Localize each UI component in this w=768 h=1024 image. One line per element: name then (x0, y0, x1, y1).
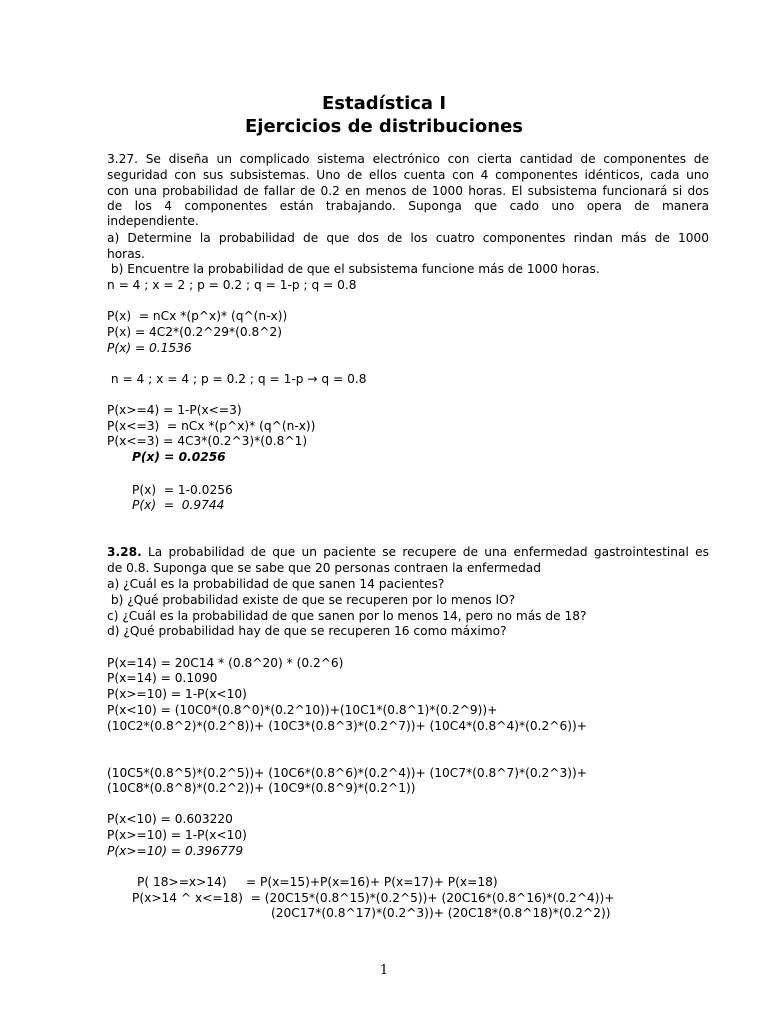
ex327-statement-line-2: seguridad con sus subsistemas. Uno de ellos cuenta con 4 componentes idénticos, cada uno (107, 168, 709, 182)
ex327-result-b: P(x) = 0.0256 (132, 450, 226, 464)
ex328-formula-10: P( 18>=x>14) = P(x=15)+P(x=16)+ P(x=17)+ P(x=18) (137, 875, 498, 889)
ex328-formula-8: P(x<10) = 0.603220 (107, 812, 233, 826)
ex328-statement-line-1 (107, 545, 709, 560)
ex327-formula-5: P(x<=3) = 4C3*(0.2^3)*(0.8^1) (107, 434, 308, 448)
ex328-formula-4: P(x<10) = (10C0*(0.8^0)*(0.2^10))+(10C1*(0.8^1)*(0.2^9))+ (107, 703, 498, 717)
ex327-formula-2: P(x) = 4C2*(0.2^29*(0.8^2) (107, 325, 282, 339)
ex327-question-a-line-1: a) Determine la probabilidad de que dos de los cuatro componentes rindan más de 1000 (107, 231, 709, 245)
ex328-number: 3.28. (107, 545, 142, 559)
ex327-params-a: n = 4 ; x = 2 ; p = 0.2 ; q = 1-p ; q = 0.8 (107, 278, 357, 292)
ex327-statement-line-3: con una probabilidad de fallar de 0.2 en menos de 1000 horas. El subsistema funcionará si dos (107, 184, 709, 198)
ex328-question-c: c) ¿Cuál es la probabilidad de que sanen por lo menos 14, pero no más de 18? (107, 609, 587, 623)
page-number: 1 (379, 963, 389, 978)
ex328-statement-line-2: de 0.8. Suponga que se sabe que 20 personas contraen la enfermedad (107, 561, 541, 575)
ex328-formula-11: P(x>14 ^ x<=18) = (20C15*(0.8^15)*(0.2^5))+ (20C16*(0.8^16)*(0.2^4))+ (132, 891, 615, 905)
ex327-question-b: b) Encuentre la probabilidad de que el subsistema funcione más de 1000 horas. (107, 262, 600, 276)
ex327-statement-line-4: de los 4 componentes están trabajando. Suponga que cado uno opera de manera (107, 199, 709, 213)
ex328-question-d: d) ¿Qué probabilidad hay de que se recuperen 16 como máximo? (107, 624, 507, 638)
ex327-formula-4: P(x<=3) = nCx *(p^x)* (q^(n-x)) (107, 419, 316, 433)
ex327-params-b: n = 4 ; x = 4 ; p = 0.2 ; q = 1-p → q = 0.8 (107, 372, 367, 386)
ex328-statement-text: La probabilidad de que un paciente se recupere de una enfermedad gastrointestinal es (141, 545, 709, 559)
document-title: Estadística I (321, 93, 447, 114)
document-subtitle: Ejercicios de distribuciones (245, 116, 523, 137)
ex327-result-a: P(x) = 0.1536 (107, 341, 192, 355)
ex328-question-a: a) ¿Cuál es la probabilidad de que sanen 14 pacientes? (107, 577, 445, 591)
ex328-formula-12: (20C17*(0.8^17)*(0.2^3))+ (20C18*(0.8^18)*(0.2^2)) (271, 906, 611, 920)
ex328-result-b: P(x>=10) = 0.396779 (107, 844, 244, 858)
ex327-statement-line-1: 3.27. Se diseña un complicado sistema electrónico con cierta cantidad de componentes de (107, 152, 709, 166)
ex328-formula-9: P(x>=10) = 1-P(x<10) (107, 828, 247, 842)
ex327-formula-1: P(x) = nCx *(p^x)* (q^(n-x)) (107, 309, 288, 323)
ex328-formula-1: P(x=14) = 20C14 * (0.8^20) * (0.2^6) (107, 656, 344, 670)
ex327-result-final: P(x) = 0.9744 (132, 498, 225, 512)
ex327-question-a-line-2: horas. (107, 247, 145, 261)
ex328-formula-2: P(x=14) = 0.1090 (107, 671, 218, 685)
ex328-formula-6: (10C5*(0.8^5)*(0.2^5))+ (10C6*(0.8^6)*(0.2^4))+ (10C7*(0.8^7)*(0.2^3))+ (107, 766, 587, 780)
ex328-formula-5: (10C2*(0.8^2)*(0.2^8))+ (10C3*(0.8^3)*(0.2^7))+ (10C4*(0.8^4)*(0.2^6))+ (107, 719, 587, 733)
ex328-formula-3: P(x>=10) = 1-P(x<10) (107, 687, 247, 701)
ex327-formula-6: P(x) = 1-0.0256 (132, 483, 233, 497)
ex327-formula-3: P(x>=4) = 1-P(x<=3) (107, 403, 242, 417)
ex327-statement-line-5: independiente. (107, 214, 199, 228)
ex328-formula-7: (10C8*(0.8^8)*(0.2^2))+ (10C9*(0.8^9)*(0.2^1)) (107, 781, 416, 795)
ex328-question-b: b) ¿Qué probabilidad existe de que se recuperen por lo menos lO? (107, 593, 516, 607)
